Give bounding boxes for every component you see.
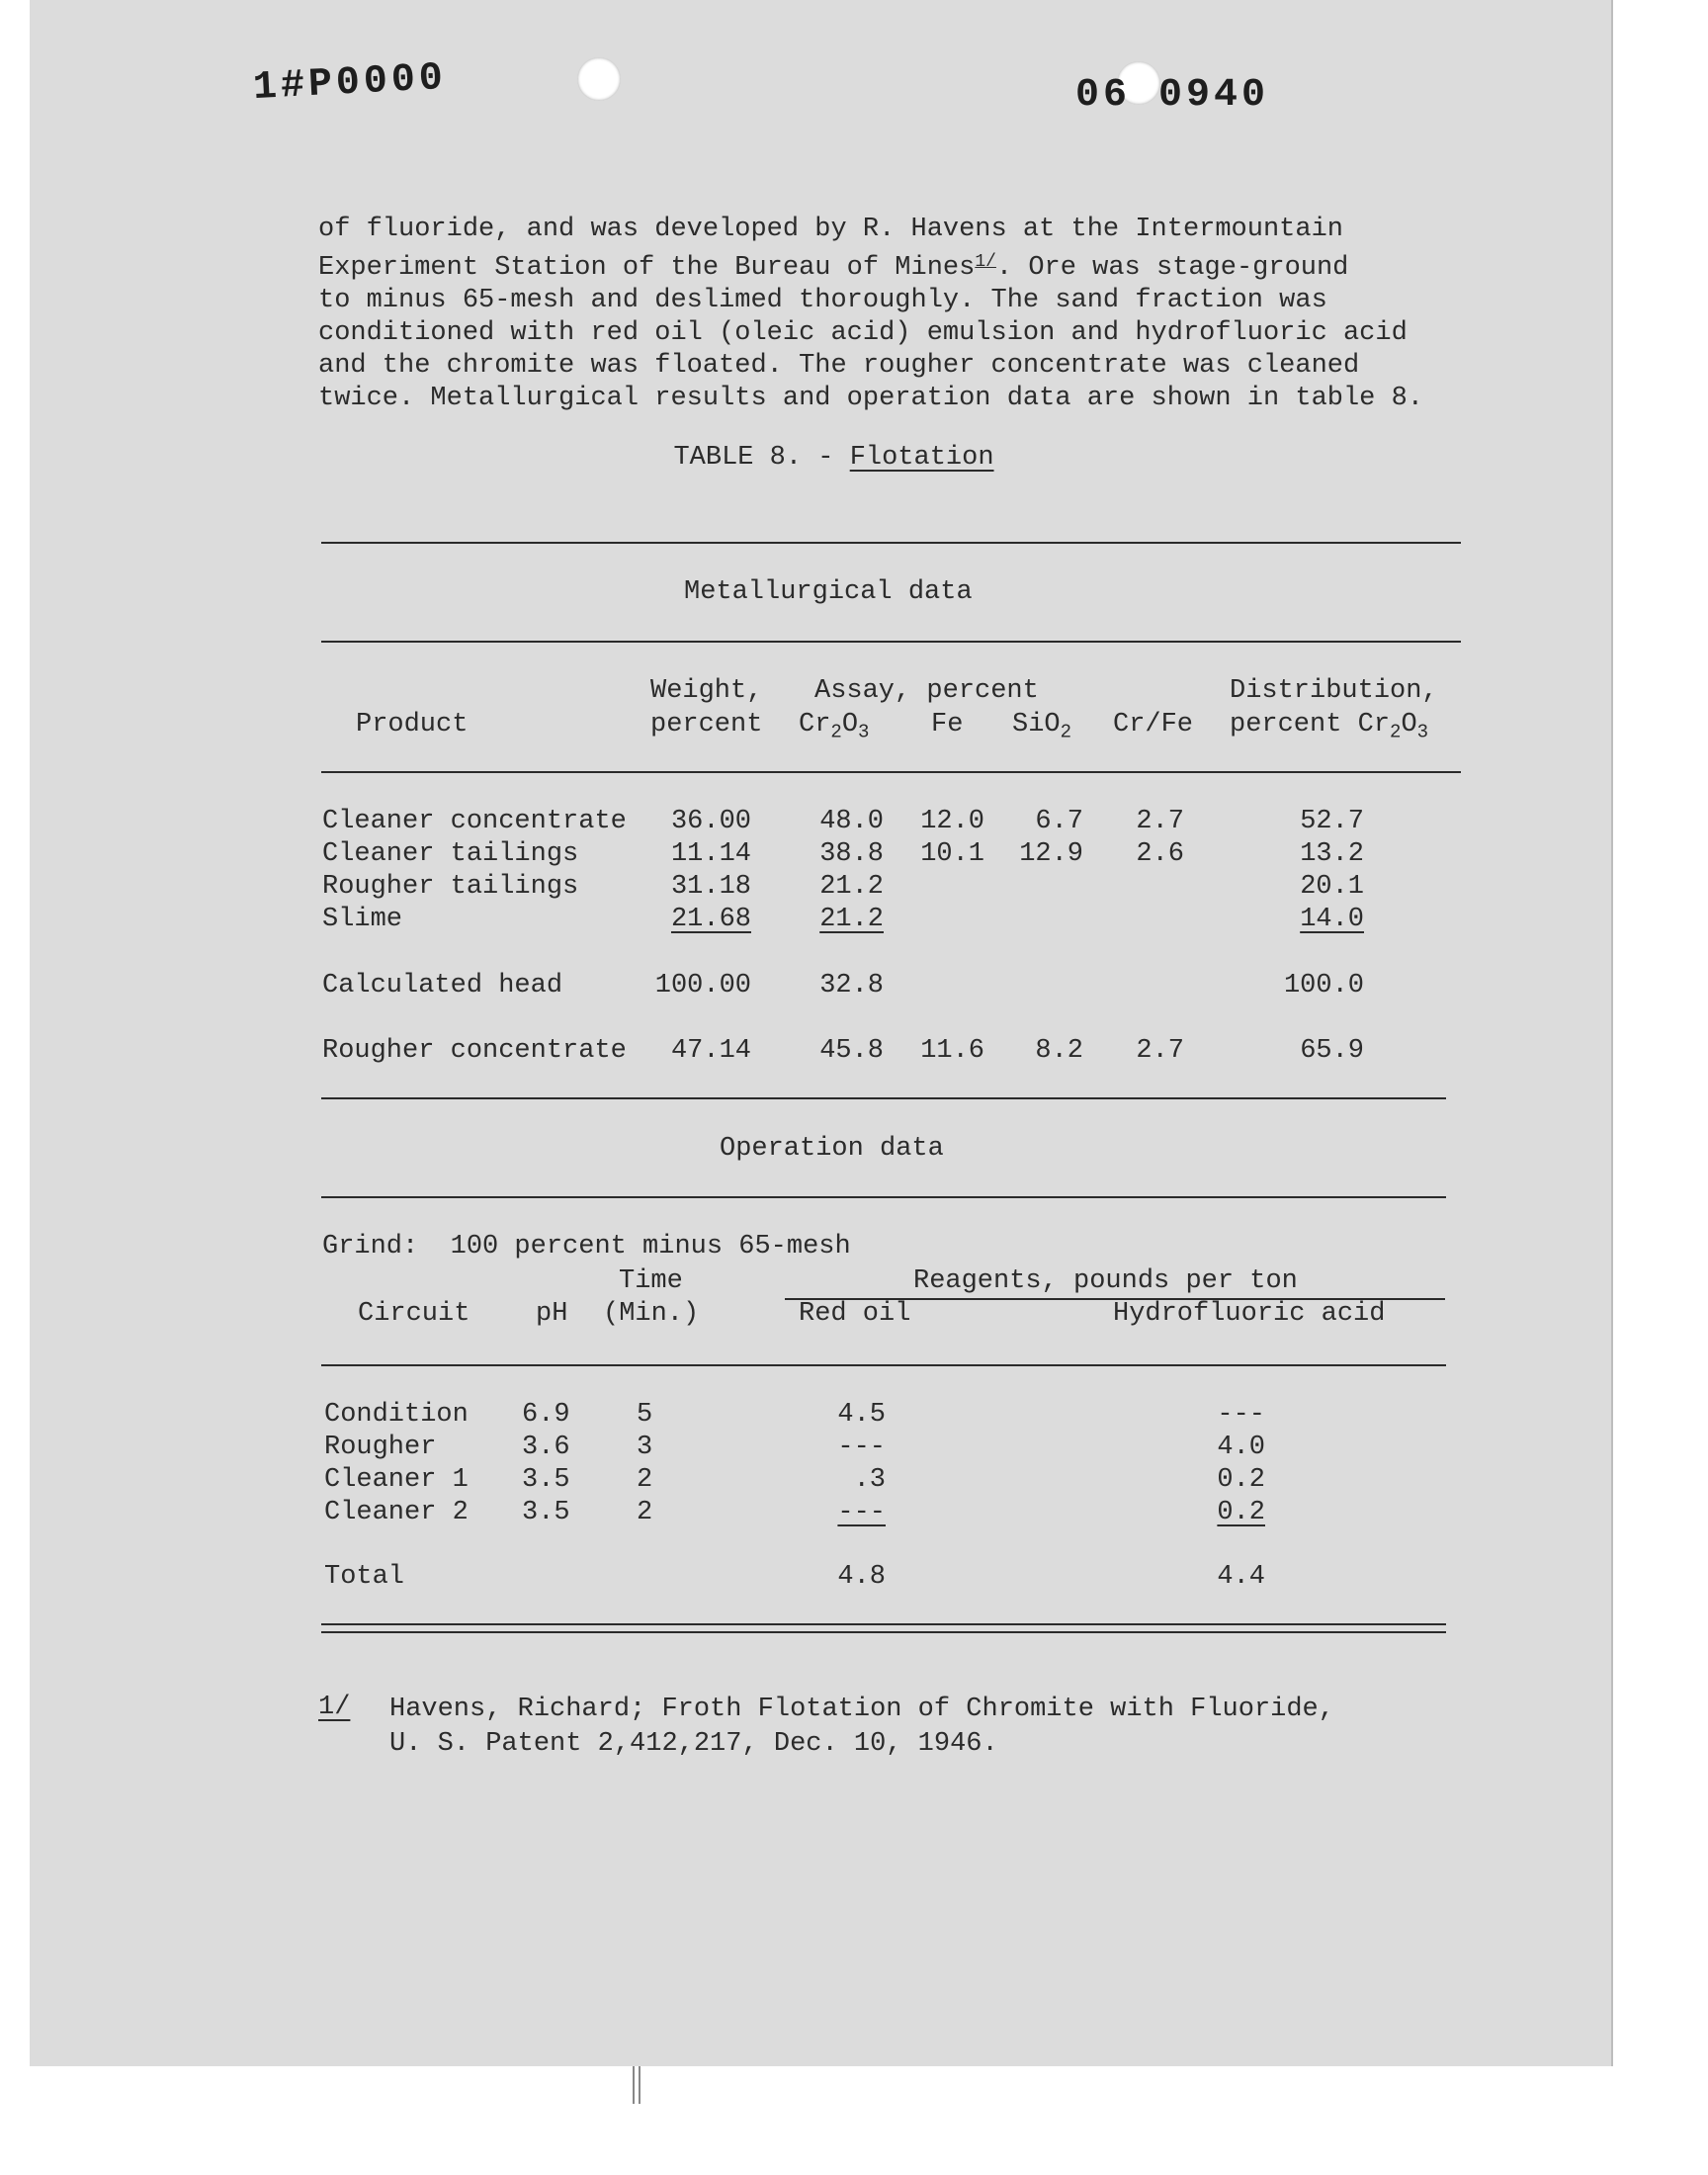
cell-distribution: 20.1	[1300, 872, 1364, 902]
cell-circuit: Total	[324, 1562, 405, 1592]
intro-line: twice. Metallurgical results and operation data are shown in table 8.	[318, 384, 1423, 413]
header-assay: Assay, percent	[814, 676, 1039, 706]
intro-line: Experiment Station of the Bureau of Mines$^{1/}$. Ore was stage-ground	[318, 252, 1349, 283]
cell-red-oil: 4.5	[837, 1400, 886, 1430]
intro-line: of fluoride, and was developed by R. Havens at the Intermountain	[318, 215, 1343, 244]
cell-sio2: 6.7	[1035, 807, 1083, 836]
cell-hydrofluoric-acid: 0.2	[1217, 1465, 1265, 1495]
grind-note: Grind: 100 percent minus 65-mesh	[322, 1232, 851, 1262]
cell-ph: 3.5	[522, 1498, 570, 1527]
cell-fe: 11.6	[920, 1036, 984, 1066]
cell-weight: 21.68	[670, 905, 751, 934]
header-fe: Fe	[931, 710, 964, 740]
header-weight: Weight,	[650, 676, 763, 706]
page-stub	[633, 2066, 640, 2104]
header-sio2: SiO$_2$	[1012, 710, 1072, 743]
table-bottom-rule	[321, 1631, 1446, 1633]
header-product: Product	[356, 710, 469, 740]
cell-distribution: 65.9	[1300, 1036, 1364, 1066]
cell-ph: 6.9	[522, 1400, 570, 1430]
cell-weight: 11.14	[670, 839, 751, 869]
table-top-rule	[321, 542, 1461, 544]
cell-distribution: 100.0	[1283, 971, 1364, 1000]
page-edge	[1611, 0, 1613, 2066]
cell-cr2o3: 38.8	[819, 839, 884, 869]
header-hydrofluoric-acid: Hydrofluoric acid	[1113, 1299, 1386, 1329]
cell-distribution: 14.0	[1300, 905, 1364, 934]
cell-sio2: 12.9	[1019, 839, 1083, 869]
intro-paragraph	[318, 214, 1423, 415]
cell-product: Rougher concentrate	[322, 1036, 627, 1066]
cell-sio2: 8.2	[1035, 1036, 1083, 1066]
header-cr2o3: $Cr_2O_3$	[799, 710, 870, 743]
cell-cr2o3: 48.0	[819, 807, 884, 836]
footnote-line: Havens, Richard; Froth Flotation of Chromite with Fluoride,	[389, 1695, 1334, 1724]
header-crfe: Cr/Fe	[1113, 710, 1194, 740]
cell-circuit: Condition	[324, 1400, 469, 1430]
cell-product: Calculated head	[322, 971, 563, 1000]
cell-hydrofluoric-acid: ---	[1217, 1400, 1265, 1430]
cell-time: 2	[637, 1498, 653, 1527]
rule	[321, 1196, 1446, 1198]
rule	[321, 771, 1461, 773]
cell-cr2o3: 21.2	[819, 905, 884, 934]
header-time: Time	[619, 1266, 683, 1296]
stamp-right: 06 0940	[1075, 73, 1270, 118]
punch-hole-left	[577, 57, 621, 101]
intro-line: conditioned with red oil (oleic acid) emulsion and hydrofluoric acid	[318, 318, 1408, 348]
cell-weight: 31.18	[670, 872, 751, 902]
cell-red-oil: ---	[837, 1498, 886, 1527]
intro-line: and the chromite was floated. The rougher concentrate was cleaned	[318, 351, 1360, 381]
cell-cr2o3: 32.8	[819, 971, 884, 1000]
cell-hydrofluoric-acid: 4.0	[1217, 1433, 1265, 1462]
rule	[321, 641, 1461, 643]
cell-distribution: 52.7	[1300, 807, 1364, 836]
cell-product: Cleaner concentrate	[322, 807, 627, 836]
cell-product: Cleaner tailings	[322, 839, 579, 869]
cell-crfe: 2.6	[1136, 839, 1184, 869]
cell-fe: 10.1	[920, 839, 984, 869]
rule	[321, 1364, 1446, 1366]
cell-circuit: Cleaner 1	[324, 1465, 469, 1495]
cell-distribution: 13.2	[1300, 839, 1364, 869]
header-ph: pH	[536, 1299, 568, 1329]
table-title: TABLE 8. - Flotation	[673, 443, 994, 473]
section-title-metallurgical: Metallurgical data	[684, 577, 973, 607]
rule	[321, 1097, 1446, 1099]
cell-red-oil: .3	[853, 1465, 886, 1495]
cell-circuit: Rougher	[324, 1433, 437, 1462]
cell-red-oil: 4.8	[837, 1562, 886, 1592]
cell-circuit: Cleaner 2	[324, 1498, 469, 1527]
intro-line: to minus 65-mesh and deslimed thoroughly. The sand fraction was	[318, 286, 1327, 315]
cell-crfe: 2.7	[1136, 807, 1184, 836]
cell-weight: 36.00	[670, 807, 751, 836]
stamp-left: 1#P0000	[251, 55, 449, 112]
cell-weight: 47.14	[670, 1036, 751, 1066]
cell-hydrofluoric-acid: 4.4	[1217, 1562, 1265, 1592]
footnote-text	[389, 1693, 1334, 1762]
cell-time: 2	[637, 1465, 653, 1495]
cell-cr2o3: 45.8	[819, 1036, 884, 1066]
cell-time: 3	[637, 1433, 653, 1462]
cell-time: 5	[637, 1400, 653, 1430]
header-distribution: Distribution,	[1230, 676, 1438, 706]
header-red-oil: Red oil	[799, 1299, 911, 1329]
cell-crfe: 2.7	[1136, 1036, 1184, 1066]
cell-cr2o3: 21.2	[819, 872, 884, 902]
header-distribution: percent $Cr_2O_3$	[1230, 710, 1429, 743]
header-reagents: Reagents, pounds per ton	[913, 1266, 1298, 1296]
cell-product: Slime	[322, 905, 403, 934]
table-bottom-rule	[321, 1623, 1446, 1625]
cell-red-oil: ---	[837, 1433, 886, 1462]
footnote-ref: 1/	[975, 252, 996, 272]
cell-weight: 100.00	[654, 971, 751, 1000]
cell-ph: 3.5	[522, 1465, 570, 1495]
header-time: (Min.)	[603, 1299, 700, 1329]
section-title-operation: Operation data	[720, 1134, 944, 1164]
header-weight: percent	[650, 710, 763, 740]
cell-fe: 12.0	[920, 807, 984, 836]
footnote-mark: 1/	[318, 1693, 351, 1722]
cell-ph: 3.6	[522, 1433, 570, 1462]
footnote-line: U. S. Patent 2,412,217, Dec. 10, 1946.	[389, 1729, 998, 1759]
cell-product: Rougher tailings	[322, 872, 579, 902]
header-circuit: Circuit	[358, 1299, 470, 1329]
cell-hydrofluoric-acid: 0.2	[1217, 1498, 1265, 1527]
